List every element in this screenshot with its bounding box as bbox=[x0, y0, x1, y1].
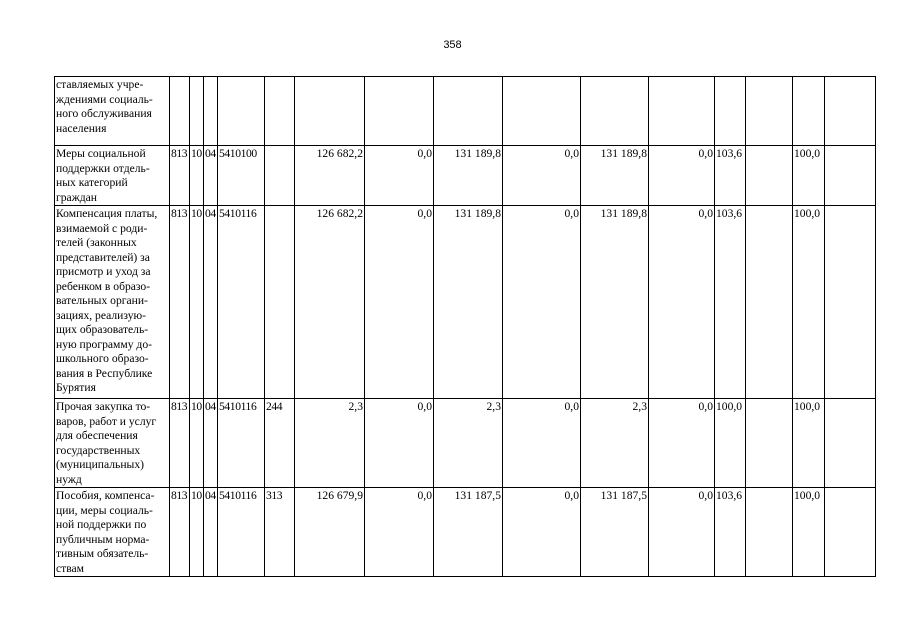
percent-cell: 103,6 bbox=[715, 146, 746, 206]
value-cell: 2,3 bbox=[434, 399, 503, 488]
subsection-code: 04 bbox=[204, 146, 218, 206]
target-article-code: 5410116 bbox=[218, 206, 265, 399]
value-cell bbox=[434, 77, 503, 146]
empty-cell bbox=[746, 77, 793, 146]
percent-cell: 100,0 bbox=[793, 206, 825, 399]
percent-cell: 100,0 bbox=[715, 399, 746, 488]
percent-cell: 100,0 bbox=[793, 399, 825, 488]
section-code: 10 bbox=[190, 146, 204, 206]
value-cell: 131 189,8 bbox=[581, 146, 649, 206]
target-article-code: 5410116 bbox=[218, 399, 265, 488]
value-cell bbox=[503, 77, 581, 146]
ministry-code bbox=[170, 77, 190, 146]
empty-cell bbox=[746, 206, 793, 399]
section-code bbox=[190, 77, 204, 146]
expense-type-code bbox=[265, 77, 295, 146]
value-cell bbox=[365, 77, 434, 146]
expense-type-code: 313 bbox=[265, 488, 295, 577]
value-cell: 0,0 bbox=[365, 488, 434, 577]
empty-cell bbox=[825, 488, 876, 577]
expense-type-code bbox=[265, 206, 295, 399]
row-description: Пособия, компенса- ции, меры социаль- ной поддержки по публичным норма- тивным обязатель- ствам bbox=[55, 488, 170, 577]
value-cell: 126 682,2 bbox=[295, 206, 365, 399]
value-cell: 131 189,8 bbox=[581, 206, 649, 399]
percent-cell bbox=[715, 77, 746, 146]
percent-cell: 100,0 bbox=[793, 488, 825, 577]
value-cell: 2,3 bbox=[295, 399, 365, 488]
subsection-code bbox=[204, 77, 218, 146]
section-code: 10 bbox=[190, 206, 204, 399]
subsection-code: 04 bbox=[204, 399, 218, 488]
page-number: 358 bbox=[443, 39, 462, 51]
ministry-code: 813 bbox=[170, 399, 190, 488]
value-cell: 2,3 bbox=[581, 399, 649, 488]
percent-cell: 103,6 bbox=[715, 488, 746, 577]
empty-cell bbox=[825, 146, 876, 206]
value-cell: 126 682,2 bbox=[295, 146, 365, 206]
value-cell: 0,0 bbox=[649, 488, 715, 577]
empty-cell bbox=[825, 399, 876, 488]
expense-type-code: 244 bbox=[265, 399, 295, 488]
table-row bbox=[55, 206, 876, 399]
target-article-code: 5410116 bbox=[218, 488, 265, 577]
subsection-code: 04 bbox=[204, 206, 218, 399]
row-description: Меры социальной поддержки отдель- ных категорий граждан bbox=[55, 146, 170, 206]
percent-cell bbox=[793, 77, 825, 146]
empty-cell bbox=[825, 77, 876, 146]
value-cell bbox=[295, 77, 365, 146]
section-code: 10 bbox=[190, 488, 204, 577]
target-article-code: 5410100 bbox=[218, 146, 265, 206]
value-cell: 0,0 bbox=[649, 146, 715, 206]
value-cell: 131 189,8 bbox=[434, 146, 503, 206]
empty-cell bbox=[746, 146, 793, 206]
target-article-code bbox=[218, 77, 265, 146]
percent-cell: 103,6 bbox=[715, 206, 746, 399]
value-cell: 0,0 bbox=[365, 206, 434, 399]
table-row bbox=[55, 146, 876, 206]
row-description: Компенсация платы, взимаемой с роди- телей (законных представителей) за присмотр и уход за ребенком в образо- вательных органи- зациях, реализую- щих образователь- ную программу до- школьного образо- вания в Республике Бурятия bbox=[55, 206, 170, 399]
subsection-code: 04 bbox=[204, 488, 218, 577]
value-cell: 131 187,5 bbox=[434, 488, 503, 577]
value-cell: 131 189,8 bbox=[434, 206, 503, 399]
value-cell: 0,0 bbox=[503, 488, 581, 577]
table-row bbox=[55, 399, 876, 488]
value-cell: 131 187,5 bbox=[581, 488, 649, 577]
value-cell: 0,0 bbox=[503, 146, 581, 206]
row-description: ставляемых учре- ждениями социаль- ного обслуживания населения bbox=[55, 77, 170, 146]
value-cell bbox=[649, 77, 715, 146]
budget-table bbox=[54, 76, 876, 577]
empty-cell bbox=[825, 206, 876, 399]
row-description: Прочая закупка то- варов, работ и услуг для обеспечения государственных (муниципальных) нужд bbox=[55, 399, 170, 488]
ministry-code: 813 bbox=[170, 488, 190, 577]
value-cell: 0,0 bbox=[649, 206, 715, 399]
value-cell: 0,0 bbox=[365, 399, 434, 488]
value-cell bbox=[581, 77, 649, 146]
table-body bbox=[55, 77, 876, 577]
empty-cell bbox=[746, 488, 793, 577]
value-cell: 0,0 bbox=[649, 399, 715, 488]
value-cell: 0,0 bbox=[503, 399, 581, 488]
value-cell: 0,0 bbox=[365, 146, 434, 206]
percent-cell: 100,0 bbox=[793, 146, 825, 206]
value-cell: 0,0 bbox=[503, 206, 581, 399]
table-row bbox=[55, 77, 876, 146]
table-row bbox=[55, 488, 876, 577]
expense-type-code bbox=[265, 146, 295, 206]
value-cell: 126 679,9 bbox=[295, 488, 365, 577]
ministry-code: 813 bbox=[170, 206, 190, 399]
empty-cell bbox=[746, 399, 793, 488]
section-code: 10 bbox=[190, 399, 204, 488]
ministry-code: 813 bbox=[170, 146, 190, 206]
